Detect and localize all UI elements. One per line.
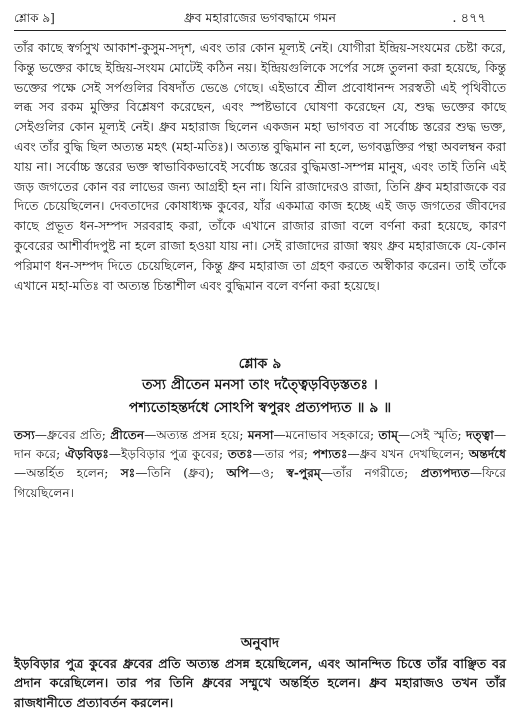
synonym-term: তাম্ [378, 428, 398, 442]
purport-paragraph: তাঁর কাছে স্বর্গসুখ আকাশ-কুসুম-সদৃশ, এবং তার কোন মূল্যই নেই। যোগীরা ইন্দ্রিয়-সংযমের চেষ্টা করে, কিন্তু ভক্তের কাছে ইন্দ্রিয়-সংযম মোটেই কঠিন নয়। ইন্দ্রিয়গুলিকে সর্পের সঙ্গে তুলনা করা হয়েছে, কিন্তু ভক্তের পক্ষে সেই সর্পগুলির বিষদাঁত ভেঙে গেছে। এইভাবে শ্রীল প্রবোধানন্দ সরস্বতী এই পৃথিবীতে লব্ধ সব রকম মুক্তির বিশ্লেষণ করেছেন, এবং স্পষ্টভাবে ঘোষণা করেছেন যে, শুদ্ধ ভক্তের কাছে সেইগুলির কোন মূল্যই নেই। ধ্রুব মহারাজ ছিলেন একজন মহা ভাগবত বা সর্বোচ্চ স্তরের শুদ্ধ ভক্ত, এবং তাঁর বুদ্ধি ছিল অত্যন্ত মহৎ (মহা-মতিঃ)। অত্যন্ত বুদ্ধিমান না হলে, ভগবদ্ভক্তির পন্থা অবলম্বন করা যায় না। সর্বোচ্চ স্তরের ভক্ত স্বাভাবিকভাবেই সর্বোচ্চ স্তরের বুদ্ধিমত্তা-সম্পন্ন মানুষ, এবং তাই তিনি এই জড় জগতের কোন বর লাভের জন্য আগ্রহী হন না। যিনি রাজাদেরও রাজা, তিনি ধ্রুব মহারাজকে বর দিতে চেয়েছিলেন। দেবতাদের কোষাধ্যক্ষ কুবের, যাঁর একমাত্র কাজ হচ্ছে এই জড় জগতের জীবদের কাছে প্রভূত ধন-সম্পদ সরবরাহ করা, তাঁকে এখানে রাজার রাজা বলে বর্ণনা করা হয়েছে, কারণ কুবেরের আশীর্বাদপুষ্ট না হলে রাজা হওয়া যায় না। সেই রাজাদের রাজা স্বয়ং ধ্রুব মহারাজকে যে-কোন পরিমাণ ধন-সম্পদ দিতে চেয়েছিলেন, কিন্তু ধ্রুব মহারাজ তা গ্রহণ করতে অস্বীকার করেন। তাই তাঁকে এখানে মহা-মতিঃ বা অত্যন্ত চিন্তাশীল এবং বুদ্ধিমান বলে বর্ণনা করা হয়েছে। [14, 40, 506, 293]
synonym-term: দত্ত্বা [466, 428, 494, 442]
synonym-meaning: —ও; [248, 466, 287, 481]
translation-title: অনুবাদ [240, 635, 280, 651]
synonym-meaning: —অন্তর্হিত হলেন; [14, 466, 121, 481]
synonym-meaning: —দান করে; [14, 428, 506, 462]
synonym-term: অন্তর্দধে [468, 447, 506, 462]
section-label: শ্লোক ৯] [14, 11, 55, 25]
verse-title: শ্লোক ৯ [238, 356, 282, 372]
synonym-term: স্ব-পুরম্ [286, 466, 321, 481]
synonym-term: ততঃ [227, 447, 253, 462]
verse-line-2: পশ্যতোহন্তর্দধে সোঽপি স্বপুরং প্রত্যপদ্যত ॥ ৯ ॥ [128, 400, 392, 416]
chapter-title: ধ্রুব মহারাজের ভগবদ্ধামে গমন [183, 10, 337, 25]
page-number: . ৪৭৭ [452, 11, 486, 26]
synonym-term: প্রত্যপদ্যত [420, 466, 470, 481]
verse-line-1: তস্য প্রীতেন মনসা তাং দত্ত্বৈড়বিড়স্ততঃ । [142, 377, 378, 393]
synonym-meaning: —তাঁর নগরীতে; [320, 466, 421, 481]
synonym-meaning: —ইড়বিড়ার পুত্র কুবের; [108, 447, 228, 462]
synonym-term: অপি [226, 466, 249, 481]
synonym-term: মনসা [247, 428, 274, 442]
synonym-term: সঃ [120, 466, 136, 481]
synonym-meaning: —ধ্রুবের প্রতি; [34, 428, 111, 442]
word-for-word-synonyms [14, 426, 506, 503]
synonym-term: পশ্যতঃ [312, 447, 348, 462]
synonym-meaning: —সেই স্মৃতি; [397, 428, 467, 442]
synonym-meaning: —ফিরে গিয়েছিলেন। [14, 466, 506, 500]
header-rule [14, 30, 506, 31]
synonym-meaning: —তার পর; [252, 447, 313, 462]
synonym-meaning: —তিনি (ধ্রুব); [135, 466, 227, 481]
synonym-term: প্রীতেন [110, 428, 145, 442]
synonym-term: ঐড়বিড়ঃ [64, 447, 109, 462]
purport-section [14, 38, 506, 295]
synonym-meaning: —অত্যন্ত প্রসন্ন হয়ে; [144, 428, 248, 442]
synonym-meaning: —মনোভাব সহকারে; [273, 428, 379, 442]
synonym-meaning: —ধ্রুব যখন দেখছিলেন; [347, 447, 469, 462]
translation-text: ইড়বিড়ার পুত্র কুবের ধ্রুবের প্রতি অত্যন্ত প্রসন্ন হয়েছিলেন, এবং আনন্দিত চিত্তে তাঁর বাঞ্ছিত বর প্রদান করেছিলেন। তার পর তিনি ধ্রুবের সম্মুখে অন্তর্হিত হলেন। ধ্রুব মহারাজও তখন তাঁর রাজধানীতে প্রত্যাবর্তন করলেন। [14, 656, 506, 710]
synonym-term: তস্য [14, 428, 35, 442]
sanskrit-verse [0, 374, 520, 420]
